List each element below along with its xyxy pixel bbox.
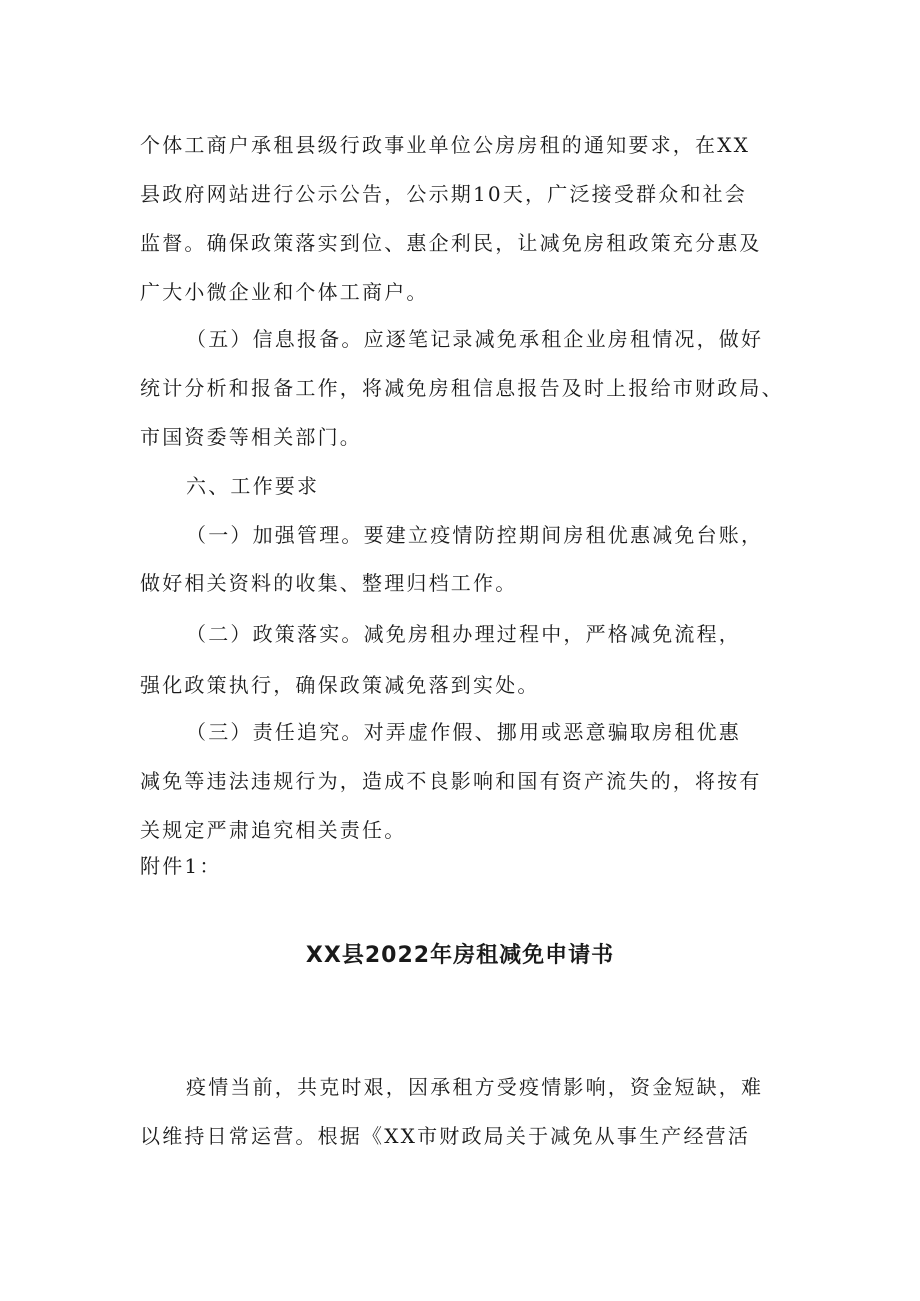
body-text-line: 减免等违法违规行为，造成不良影响和国有资产流失的，将按有 xyxy=(140,769,762,793)
body-text-line: 县政府网站进行公示公告，公示期10天，广泛接受群众和社会 xyxy=(140,182,748,206)
body-text-line: 个体工商户承租县级行政事业单位公房房租的通知要求，在XX xyxy=(140,133,751,157)
attachment-title: XX县2022年房租减免申请书 xyxy=(305,943,615,968)
application-text-line: 以维持日常运营。根据《XX市财政局关于减免从事生产经营活 xyxy=(140,1124,751,1148)
section-six-heading: 六、工作要求 xyxy=(186,474,320,498)
body-text-line: 做好相关资料的收集、整理归档工作。 xyxy=(140,571,518,595)
attachment-label: 附件1： xyxy=(140,854,222,878)
body-text-line: 监督。确保政策落实到位、惠企利民，让减免房租政策充分惠及 xyxy=(140,231,762,255)
item-one-heading: （一）加强管理。要建立疫情防控期间房租优惠减免台账， xyxy=(186,523,764,547)
body-text-line: 强化政策执行，确保政策减免落到实处。 xyxy=(140,673,540,697)
body-text-line: 关规定严肃追究相关责任。 xyxy=(140,818,407,842)
body-text-line: 统计分析和报备工作，将减免房租信息报告及时上报给市财政局、 xyxy=(140,376,784,400)
application-text-line: 疫情当前，共克时艰，因承租方受疫情影响，资金短缺，难 xyxy=(186,1075,764,1099)
body-text-line: 市国资委等相关部门。 xyxy=(140,425,362,449)
body-text-line: 广大小微企业和个体工商户。 xyxy=(140,280,429,304)
section-five-heading: （五）信息报备。应逐笔记录减免承租企业房租情况，做好 xyxy=(186,327,764,351)
item-two-heading: （二）政策落实。减免房租办理过程中，严格减免流程， xyxy=(186,622,741,646)
item-three-heading: （三）责任追究。对弄虚作假、挪用或恶意骗取房租优惠 xyxy=(186,720,741,744)
